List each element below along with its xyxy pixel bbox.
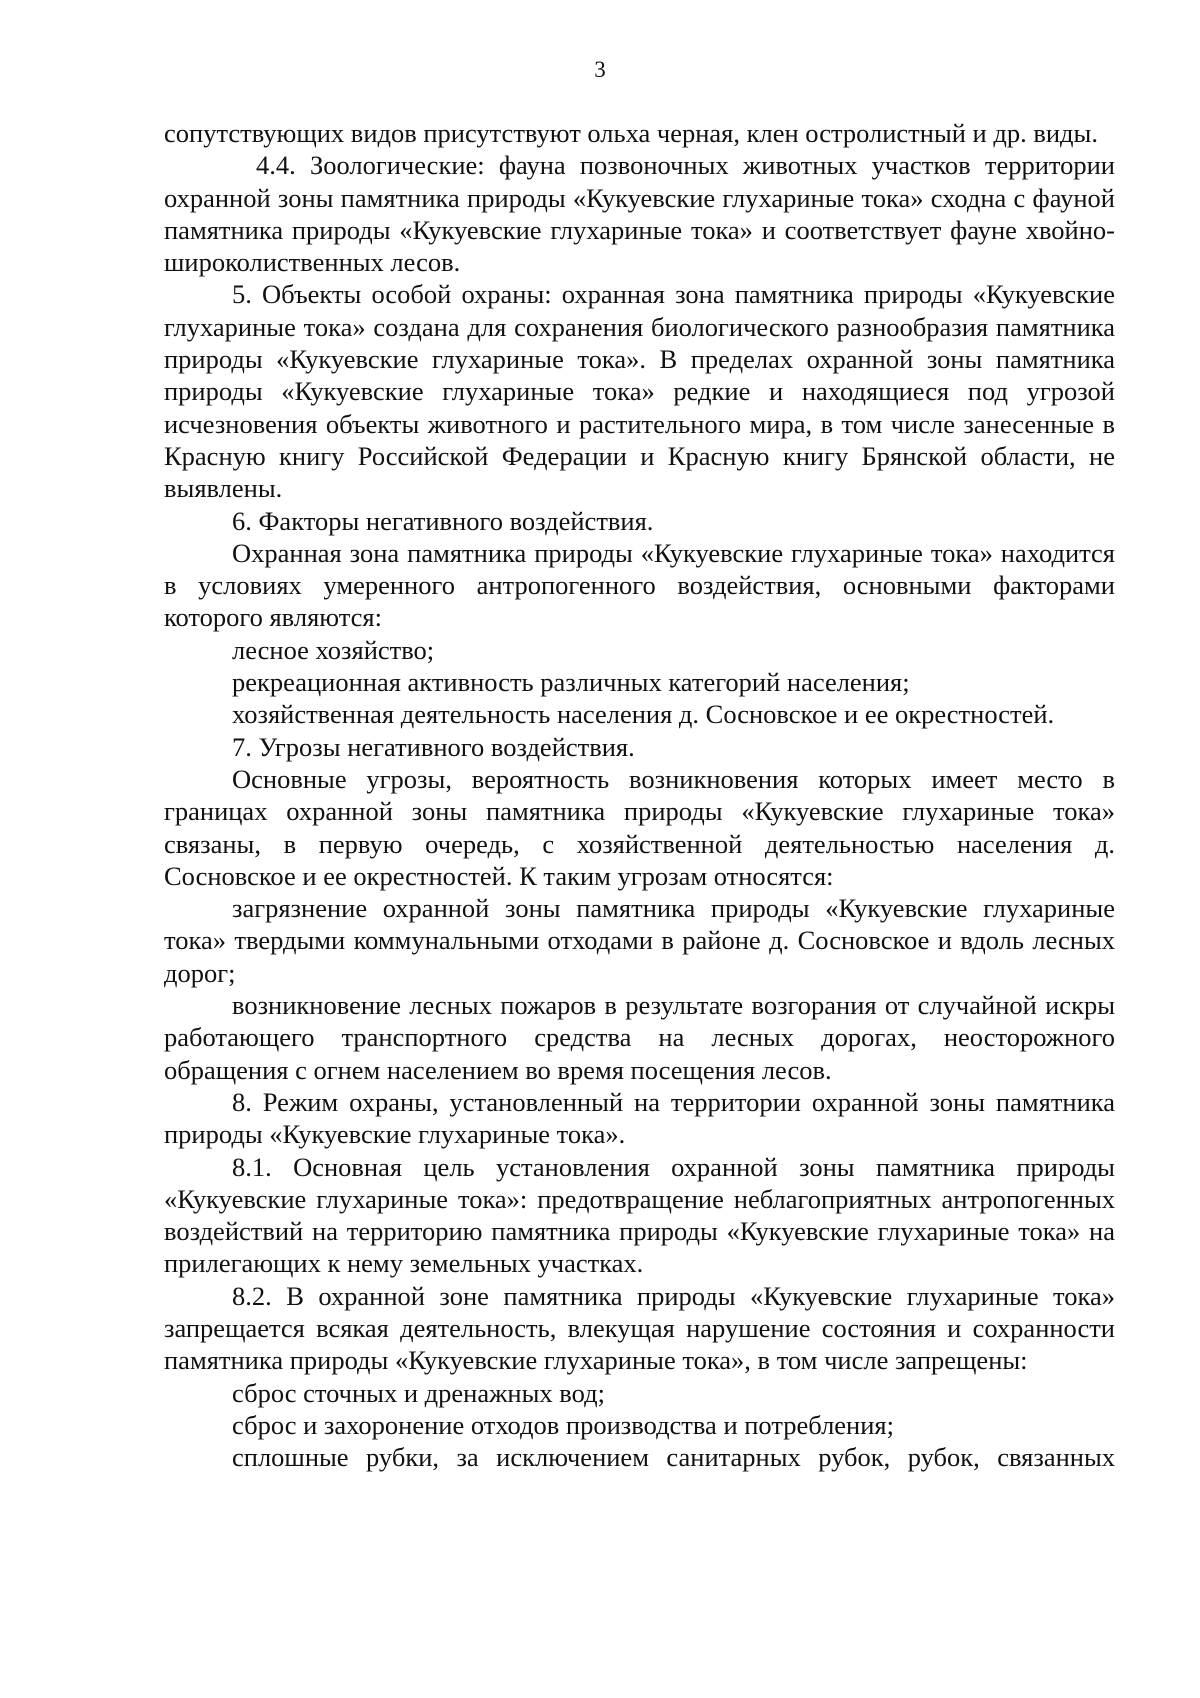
paragraph: 7. Угрозы негативного воздействия. [232, 731, 635, 762]
document-body [164, 117, 1115, 1473]
paragraph: 8.1. Основная цель установления охранной зоны памятника природы «Кукуевские глухариные тока»: предотвращение неблагоприятных антропогенных воздействий на территорию памятника природы «Кукуевские глухариные тока» на прилегающих к нему земельных участках. [164, 1151, 1115, 1279]
paragraph: лесное хозяйство; [232, 634, 435, 665]
paragraph: Охранная зона памятника природы «Кукуевские глухариные тока» находится в условиях умеренного антропогенного воздействия, основными факторами которого являются: [164, 537, 1115, 633]
paragraph: 8. Режим охраны, установленный на территории охранной зоны памятника природы «Кукуевские глухариные тока». [164, 1086, 1115, 1150]
paragraph: 8.2. В охранной зоне памятника природы «Кукуевские глухариные тока» запрещается всякая деятельность, влекущая нарушение состояния и сохранности памятника природы «Кукуевские глухариные тока», в том числе запрещены: [164, 1280, 1115, 1376]
page-number: 3 [594, 57, 606, 82]
paragraph: 6. Факторы негативного воздействия. [232, 505, 654, 536]
paragraph: сброс сточных и дренажных вод; [232, 1377, 605, 1408]
paragraph: рекреационная активность различных категорий населения; [232, 667, 910, 698]
paragraph: сброс и захоронение отходов производства и потребления; [232, 1409, 894, 1440]
paragraph: возникновение лесных пожаров в результате возгорания от случайной искры работающего транспортного средства на лесных дорогах, неосторожного обращения с огнем населением во время посещения лесов. [164, 990, 1115, 1085]
paragraph: сопутствующих видов присутствуют ольха черная, клен остролистный и др. виды. [164, 118, 1098, 148]
paragraph: сплошные рубки, за исключением санитарных рубок, рубок, связанных [232, 1442, 1115, 1473]
paragraph: 5. Объекты особой охраны: охранная зона памятника природы «Кукуевские глухариные тока» создана для сохранения биологического разнообразия памятника природы «Кукуевские глухариные тока». В пределах охранной зоны памятника природы «Кукуевские глухариные тока» редкие и находящиеся под угрозой исчезновения объекты животного и растительного мира, в том числе занесенные в Красную книгу Российской Федерации и Красную книгу Брянской области, не выявлены. [164, 279, 1115, 504]
paragraph: Основные угрозы, вероятность возникновения которых имеет место в границах охранной зоны памятника природы «Кукуевские глухариные тока» связаны, в первую очередь, с хозяйственной деятельностью населения д. Сосновское и ее окрестностей. К таким угрозам относятся: [164, 763, 1115, 891]
paragraph: 4.4. Зоологические: фауна позвоночных животных участков территории охранной зоны памятника природы «Кукуевские глухариные тока» сходна с фауной памятника природы «Кукуевские глухариные тока» и соответствует фауне хвойно-широколиственных лесов. [164, 150, 1115, 278]
paragraph: загрязнение охранной зоны памятника природы «Кукуевские глухариные тока» твердыми коммунальными отходами в районе д. Сосновское и вдоль лесных дорог; [164, 893, 1115, 988]
paragraph: хозяйственная деятельность населения д. Сосновское и ее окрестностей. [232, 699, 1055, 730]
